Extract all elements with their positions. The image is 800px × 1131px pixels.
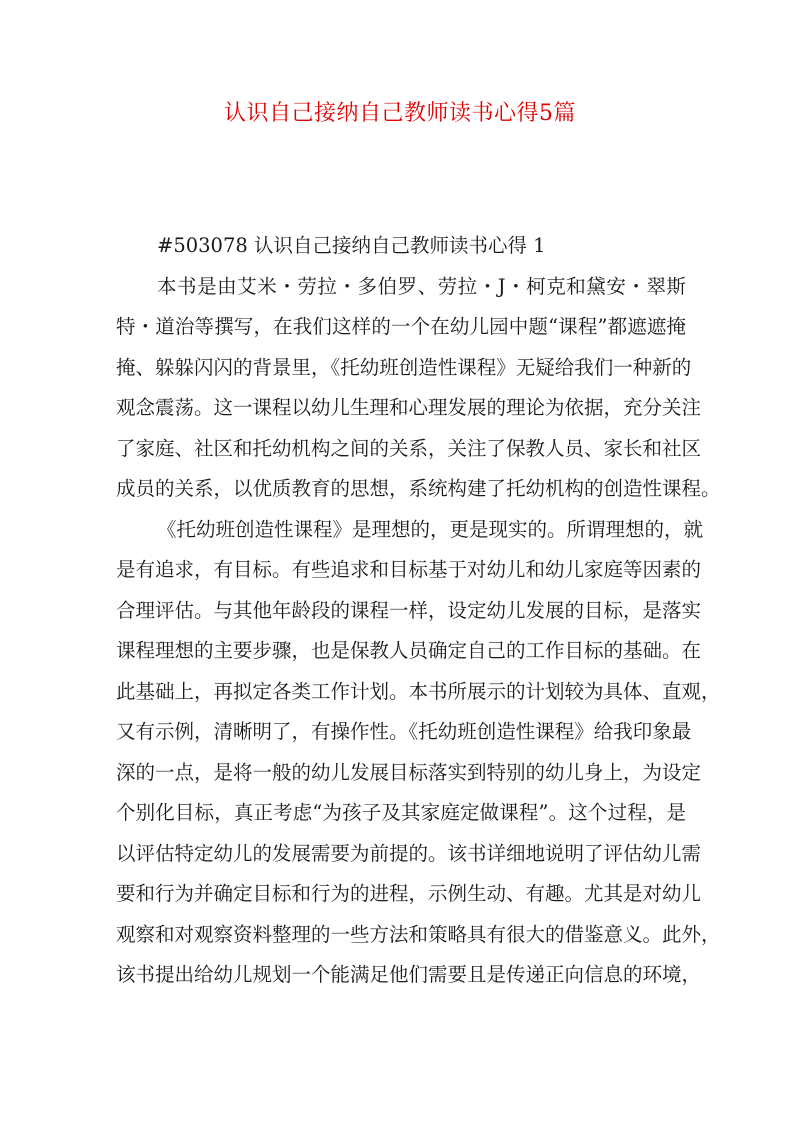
paragraph-line: 合理评估。与其他年龄段的课程一样，设定幼儿发展的目标，是落实 [116,598,702,622]
paragraph-1 [116,267,721,510]
paragraph-line: 本书是由艾米・劳拉・多伯罗、劳拉・J・柯克和黛安・翠斯 [157,274,686,298]
paragraph-line: 以评估特定幼儿的发展需要为前提的。该书详细地说明了评估幼儿需 [116,841,702,865]
section-heading: #503078 认识自己接纳自己教师读书心得 1 [157,234,546,257]
paragraph-2 [116,510,721,996]
paragraph-line: 观念震荡。这一课程以幼儿生理和心理发展的理论为依据，充分关注 [116,396,702,419]
paragraph-line: 成员的关系，以优质教育的思想，系统构建了托幼机构的创造性课程。 [116,477,721,500]
paragraph-line: 《托幼班创造性课程》是理想的，更是现实的。所谓理想的，就 [157,517,704,541]
paragraph-line: 该书提出给幼儿规划一个能满足他们需要且是传递正向信息的环境， [116,963,702,986]
paragraph-line: 课程理想的主要步骤，也是保教人员确定自己的工作目标的基础。在 [116,639,702,662]
paragraph-line: 深的一点，是将一般的幼儿发展目标落实到特别的幼儿身上，为设定 [116,760,702,784]
paragraph-line: 掩、躲躲闪闪的背景里，《托幼班创造性课程》无疑给我们一种新的 [116,355,692,379]
document-body [116,226,721,996]
paragraph-line: 此基础上，再拟定各类工作计划。本书所展示的计划较为具体、直观， [116,679,721,703]
paragraph-line: 观察和对观察资料整理的一些方法和策略具有很大的借鉴意义。此外， [116,922,721,946]
paragraph-line: 了家庭、社区和托幼机构之间的关系，关注了保教人员、家长和社区 [116,436,702,460]
document-title: 认识自己接纳自己教师读书心得5篇 [224,101,576,126]
paragraph-line: 要和行为并确定目标和行为的进程，示例生动、有趣。尤其是对幼儿 [116,882,702,905]
paragraph-line: 个别化目标，真正考虑“为孩子及其家庭定做课程”。这个过程，是 [116,801,686,824]
paragraph-line: 是有追求，有目标。有些追求和目标基于对幼儿和幼儿家庭等因素的 [116,558,702,581]
paragraph-line: 特・道治等撰写，在我们这样的一个在幼儿园中题“课程”都遮遮掩 [116,315,686,338]
paragraph-line: 又有示例，清晰明了，有操作性。《托幼班创造性课程》给我印象最 [116,720,692,743]
